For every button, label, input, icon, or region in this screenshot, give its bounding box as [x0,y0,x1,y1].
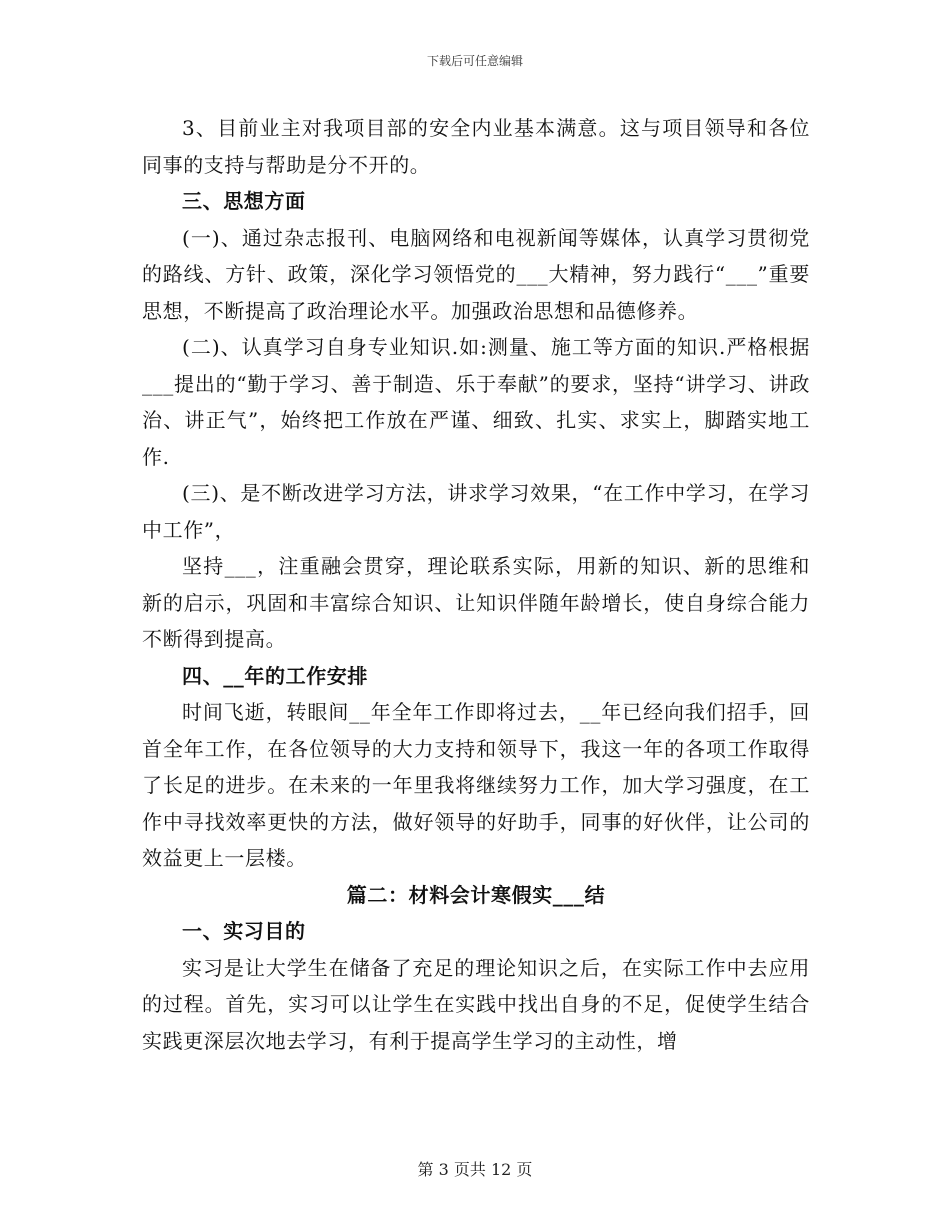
paragraph-ideology-1: (一)、通过杂志报刊、电脑网络和电视新闻等媒体，认真学习贯彻党的路线、方针、政策，深化学习领悟党的___大精神，努力践行“___”重要思想，不断提高了政治理论水平。加强政治思想和品德修养。 [142,225,810,323]
page-header: 下载后可任意编辑 [426,54,523,68]
paragraph-work-plan: 时间飞逝，转眼间__年全年工作即将过去，__年已经向我们招手，回首全年工作，在各位领导的大力支持和领导下，我这一年的各项工作取得了长足的进步。在未来的一年里我将继续努力工作，加大学习强度，在工作中寻找效率更快的方法，做好领导的好助手，同事的好伙伴，让公司的效益更上一层楼。 [142,700,810,870]
article-title-part-two: 篇二：材料会计寒假实___结 [346,882,606,907]
paragraph-ideology-3-continued: 坚持___，注重融会贯穿，理论联系实际，用新的知识、新的思维和新的启示，巩固和丰富综合知识、让知识伴随年龄增长，使自身综合能力不断得到提高。 [142,554,810,651]
paragraph-ideology-2: (二)、认真学习自身专业知识.如:测量、施工等方面的知识.严格根据___提出的“勤于学习、善于制造、乐于奉献”的要求，坚持“讲学习、讲政治、讲正气”，始终把工作放在严谨、细致、扎实、求实上，脚踏实地工作. [142,335,810,469]
paragraph-internship-purpose: 实习是让大学生在储备了充足的理论知识之后，在实际工作中去应用的过程。首先，实习可以让学生在实践中找出自身的不足，促使学生结合实践更深层次地去学习，有利于提高学生学习的主动性，增 [142,955,810,1053]
section-heading-work-plan: 四、__年的工作安排 [182,663,368,688]
paragraph-ideology-3: (三)、是不断改进学习方法，讲求学习效果，“在工作中学习，在学习中工作”， [142,481,810,542]
section-heading-ideology: 三、思想方面 [182,189,306,213]
paragraph-safety-satisfaction: 3、目前业主对我项目部的安全内业基本满意。这与项目领导和各位同事的支持与帮助是分不开的。 [142,116,810,177]
page-footer: 第 3 页共 12 页 [417,1160,533,1179]
document-body [142,110,810,1059]
section-heading-internship-purpose: 一、实习目的 [182,919,306,943]
